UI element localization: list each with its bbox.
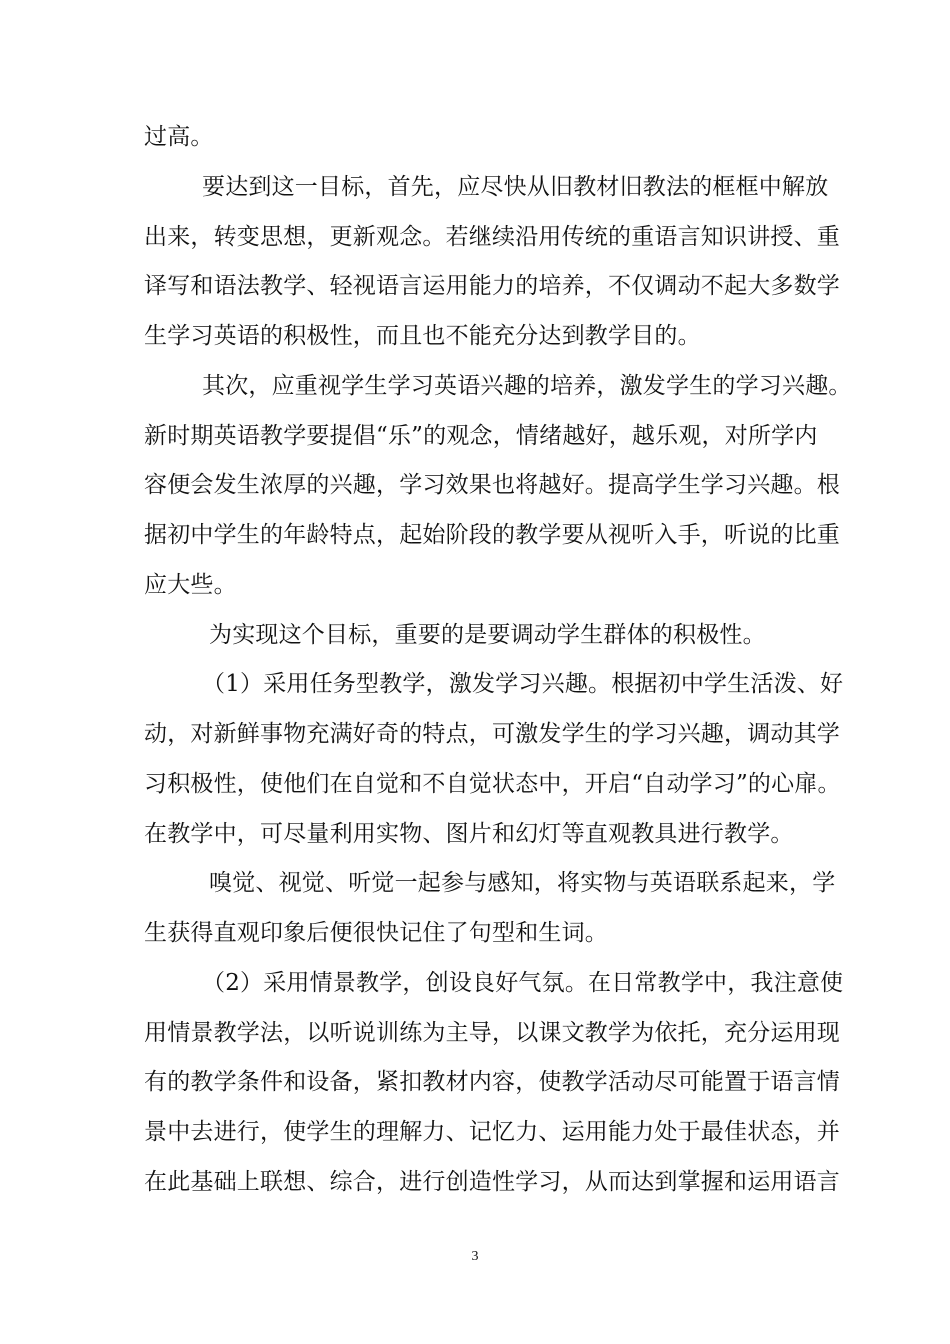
- text-line-2: 要达到这一目标，首先，应尽快从旧教材旧教法的框框中解放: [202, 174, 829, 200]
- text-line-21: 景中去进行，使学生的理解力、记忆力、运用能力处于最佳状态，并: [144, 1119, 840, 1145]
- page-number: 3: [471, 1249, 479, 1264]
- text-line-12: （1）采用任务型教学，激发学习兴趣。根据初中学生活泼、好: [202, 671, 844, 697]
- text-line-17: 生获得直观印象后便很快记住了句型和生词。: [144, 920, 608, 946]
- text-line-20: 有的教学条件和设备，紧扣教材内容，使教学活动尽可能置于语言情: [144, 1069, 840, 1095]
- text-line-5: 生学习英语的积极性，而且也不能充分达到教学目的。: [144, 323, 701, 349]
- text-line-11: 为实现这个目标，重要的是要调动学生群体的积极性。: [209, 622, 766, 648]
- text-line-15: 在教学中，可尽量利用实物、图片和幻灯等直观教具进行教学。: [144, 821, 794, 847]
- text-line-7: 新时期英语教学要提倡“乐”的观念，情绪越好，越乐观，对所学内: [144, 423, 818, 449]
- text-line-16: 嗅觉、视觉、听觉一起参与感知，将实物与英语联系起来，学: [209, 870, 836, 896]
- text-line-3: 出来，转变思想，更新观念。若继续沿用传统的重语言知识讲授、重: [144, 224, 840, 250]
- text-line-22: 在此基础上联想、综合，进行创造性学习，从而达到掌握和运用语言: [144, 1169, 840, 1195]
- text-line-10: 应大些。: [144, 572, 237, 598]
- text-line-6: 其次，应重视学生学习英语兴趣的培养，激发学生的学习兴趣。: [202, 373, 852, 399]
- text-line-9: 据初中学生的年龄特点，起始阶段的教学要从视听入手，听说的比重: [144, 522, 840, 548]
- text-line-18: （2）采用情景教学，创设良好气氛。在日常教学中，我注意使: [202, 970, 844, 996]
- text-line-13: 动，对新鲜事物充满好奇的特点，可激发学生的学习兴趣，调动其学: [144, 721, 840, 747]
- text-line-14: 习积极性，使他们在自觉和不自觉状态中，开启“自动学习”的心扉。: [144, 771, 841, 797]
- text-line-1: 过高。: [144, 124, 214, 150]
- text-line-8: 容便会发生浓厚的兴趣，学习效果也将越好。提高学生学习兴趣。根: [144, 472, 840, 498]
- text-line-4: 译写和语法教学、轻视语言运用能力的培养，不仅调动不起大多数学: [144, 273, 840, 299]
- text-line-19: 用情景教学法，以听说训练为主导，以课文教学为依托，充分运用现: [144, 1020, 840, 1046]
